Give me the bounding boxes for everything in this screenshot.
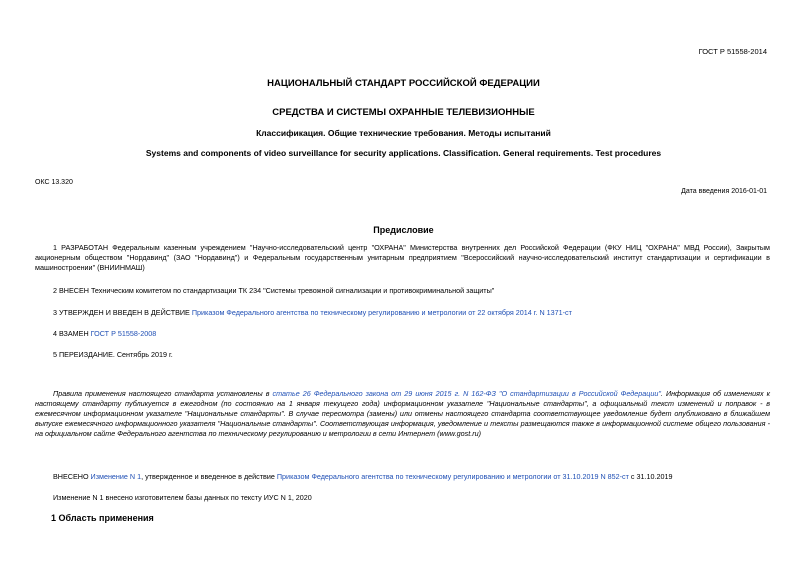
preface-item-2: 2 ВНЕСЕН Техническим комитетом по стандартизации ТК 234 "Системы тревожной сигнализации и противокриминальной защиты" bbox=[53, 286, 495, 295]
amendment-text-mid: , утвержденное и введенное в действие bbox=[141, 472, 277, 481]
amendment-text-end: с 31.10.2019 bbox=[628, 472, 673, 481]
document-subtitle: Классификация. Общие технические требования. Методы испытаний bbox=[256, 128, 551, 138]
amendment-note: Изменение N 1 внесено изготовителем базы данных по тексту ИУС N 1, 2020 bbox=[53, 493, 312, 502]
amendment-text-start: ВНЕСЕНО bbox=[53, 472, 91, 481]
document-title: СРЕДСТВА И СИСТЕМЫ ОХРАННЫЕ ТЕЛЕВИЗИОННЫЕ bbox=[272, 107, 535, 118]
federal-law-link[interactable]: статье 26 Федерального закона от 29 июня 2015 г. N 162-ФЗ "О стандартизации в Российской Федерации" bbox=[272, 389, 661, 398]
preface-heading: Предисловие bbox=[373, 225, 434, 235]
oks-code: ОКС 13.320 bbox=[35, 179, 73, 186]
english-title: Systems and components of video surveillance for security applications. Classification. General requirements. Test procedures bbox=[145, 148, 662, 158]
application-rules-paragraph bbox=[35, 389, 770, 439]
preface-item-3 bbox=[35, 308, 770, 318]
amendment-order-link[interactable]: Приказом Федерального агентства по техническому регулированию и метрологии от 31.10.2019 N 852-ст bbox=[276, 472, 629, 481]
order-link[interactable]: Приказом Федерального агентства по техническому регулированию и метрологии от 22 октября 2014 г. N 1371-ст bbox=[191, 308, 572, 317]
replaced-standard-link[interactable]: ГОСТ Р 51558-2008 bbox=[90, 329, 157, 338]
rules-text-end: . Информация об изменениях к настоящему стандарту публикуется в ежегодном (по состоянию на 1 января текущего года) информационном указателе "Национальные стандарты", а официальный текст изменений и поправок - в ежемесячном информационном указателе "Национальные стандарты". В случае пересмотра (замены) или отмены настоящего стандарта соответствующее уведомление будет опубликовано в ближайшем выпуске ежемесячного информационного указателя "Национальные стандарты". Соответствующая информация, уведомление и тексты размещаются также в информационной системе общего пользования - на официальном сайте Федерального агентства по техническому регулированию и метрологии в сети Интернет (www.gost.ru) bbox=[35, 389, 770, 438]
preface-item-4 bbox=[35, 329, 770, 339]
section-1-heading: 1 Область применения bbox=[51, 513, 154, 523]
preface-item-1: 1 РАЗРАБОТАН Федеральным казенным учреждением "Научно-исследовательский центр "ОХРАНА" Министерства внутренних дел Российской Федерации (ФКУ НИЦ "ОХРАНА" МВД России), Закрытым акционерным обществом "Нордавинд" (ЗАО "Нордавинд") и Федеральным государственным унитарным предприятием "Всероссийский научно-исследовательский институт стандартизации и сертификации в машиностроении" (ВНИИНМАШ) bbox=[35, 243, 770, 272]
document-code: ГОСТ Р 51558-2014 bbox=[698, 47, 767, 56]
national-standard-title: НАЦИОНАЛЬНЫЙ СТАНДАРТ РОССИЙСКОЙ ФЕДЕРАЦИИ bbox=[267, 78, 540, 89]
introduction-date: Дата введения 2016-01-01 bbox=[681, 188, 767, 195]
amendment-line bbox=[35, 472, 770, 482]
amendment-link[interactable]: Изменение N 1 bbox=[90, 472, 142, 481]
preface-item-4-text: 4 ВЗАМЕН bbox=[53, 329, 91, 338]
preface-item-3-text: 3 УТВЕРЖДЕН И ВВЕДЕН В ДЕЙСТВИЕ bbox=[53, 308, 192, 317]
rules-text-start: Правила применения настоящего стандарта установлены в bbox=[53, 389, 273, 398]
preface-item-5: 5 ПЕРЕИЗДАНИЕ. Сентябрь 2019 г. bbox=[53, 350, 173, 359]
